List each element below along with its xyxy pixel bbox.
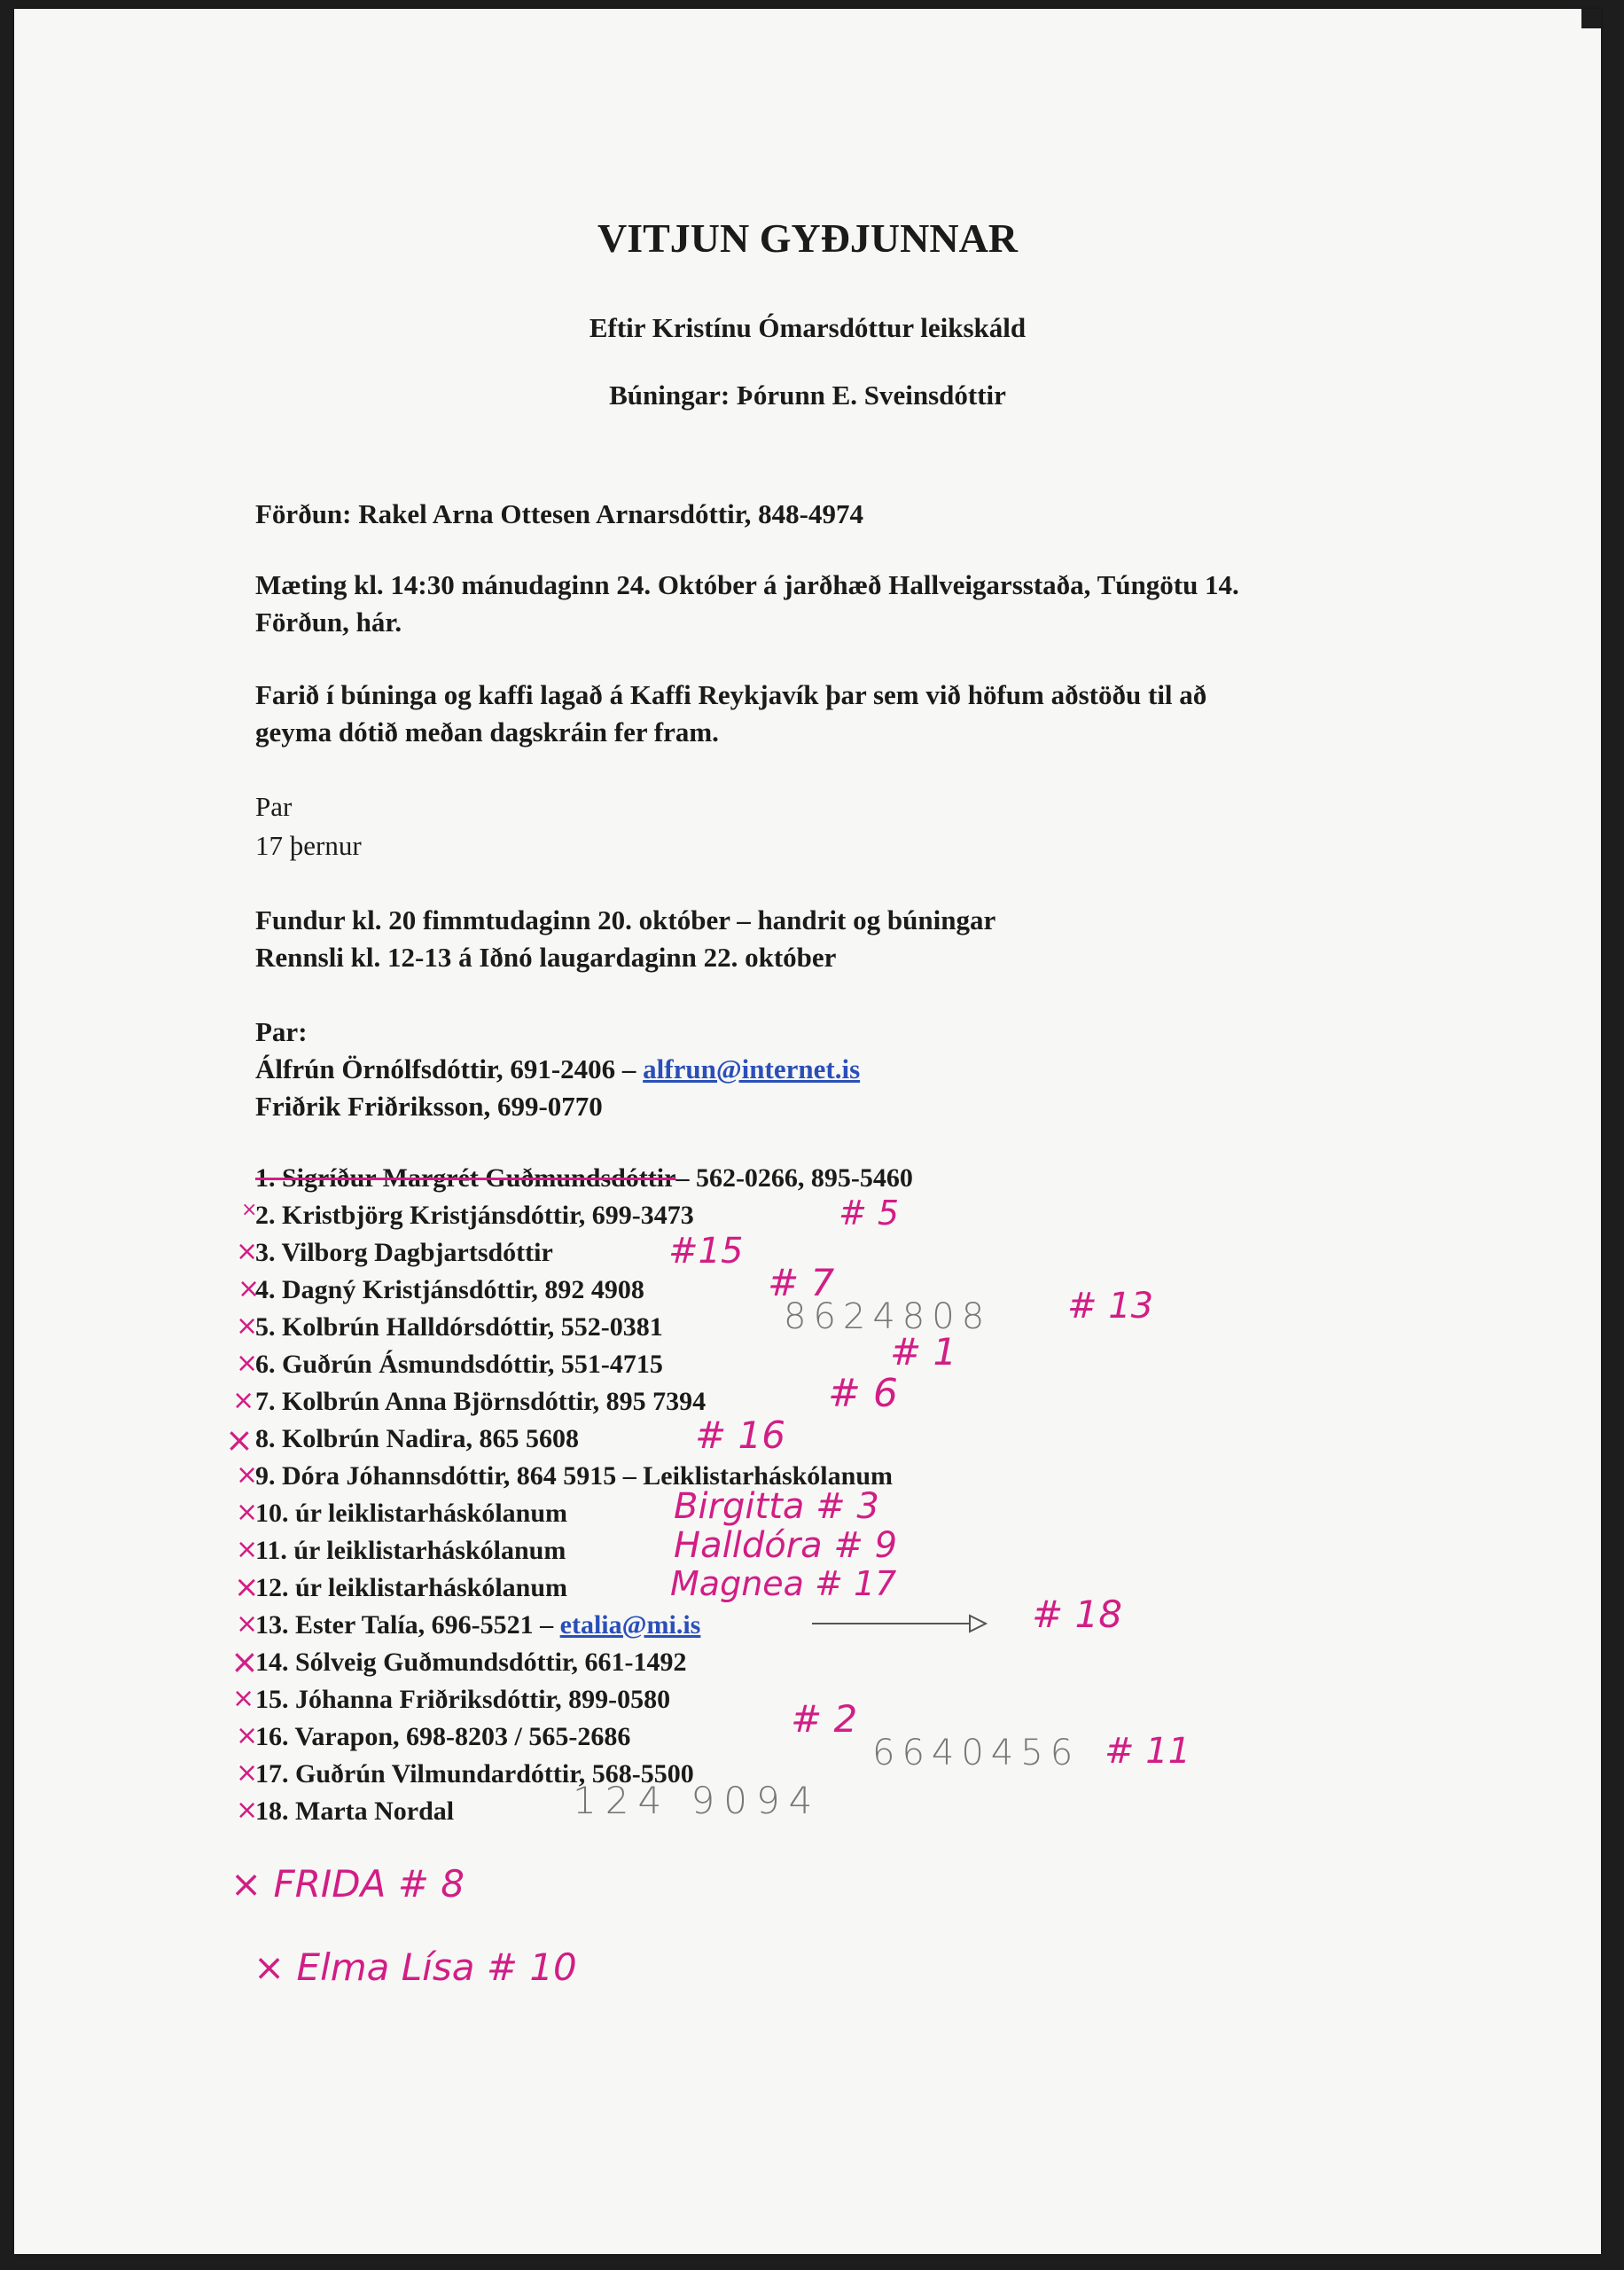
x-mark-8: × (225, 1421, 254, 1460)
list-item-2: 2. Kristbjörg Kristjánsdóttir, 699-3473 (255, 1201, 694, 1230)
note-item-17-pencil: 6640456 (872, 1733, 1081, 1773)
dress-line-2: geyma dótið meðan dagskráin fer fram. (255, 716, 719, 748)
x-mark-4: × (238, 1273, 261, 1304)
x-mark-12: × (234, 1569, 260, 1605)
note-item-10: Birgitta # 3 (674, 1486, 879, 1527)
note-extra-frida: × FRIDA # 8 (230, 1862, 465, 1906)
x-mark-9: × (236, 1460, 259, 1491)
list-item-4: 4. Dagný Kristjánsdóttir, 892 4908 (255, 1275, 644, 1304)
list-item-7: 7. Kolbrún Anna Björnsdóttir, 895 7394 (255, 1387, 707, 1416)
couple-person-1 (255, 1053, 860, 1085)
schedule-line-2: Rennsli kl. 12-13 á Iðnó laugardaginn 22. október (255, 942, 837, 973)
x-mark-5: × (236, 1311, 259, 1342)
note-item-16: # 2 (791, 1697, 858, 1741)
makeup-line: Förðun: Rakel Arna Ottesen Arnarsdóttir, 848-4974 (255, 498, 863, 529)
note-item-2: # 5 (839, 1194, 900, 1233)
note-item-13: # 18 (1032, 1593, 1122, 1636)
dress-line-1: Farið í búninga og kaffi lagað á Kaffi Reykjavík þar sem við höfum aðstöðu til að (255, 679, 1207, 710)
note-item-5: # 13 (1067, 1286, 1154, 1327)
cast-line-2: 17 þernur (255, 830, 362, 861)
list-item-16: 16. Varapon, 698-8203 / 565-2686 (255, 1722, 631, 1751)
x-mark-13: × (236, 1609, 259, 1640)
list-item-1 (255, 1163, 913, 1194)
list-item-11: 11. úr leiklistarháskólanum (255, 1536, 566, 1565)
list-item-12: 12. úr leiklistarháskólanum (255, 1573, 568, 1602)
list-item-3: 3. Vilborg Dagbjartsdóttir (255, 1238, 553, 1267)
note-extra-elma-lisa: × Elma Lísa # 10 (254, 1945, 577, 1989)
x-mark-16: × (236, 1720, 259, 1751)
costumes-line: Búningar: Þórunn E. Sveinsdóttir (609, 380, 1006, 411)
x-mark-10: × (236, 1497, 259, 1528)
list-item-13 (255, 1610, 700, 1640)
list-item-1-struck: 1. Sigríður Margrét Guðmundsdóttir (255, 1163, 676, 1193)
arrow-icon (812, 1610, 989, 1637)
etalia-email-link[interactable]: etalia@mi.is (559, 1610, 701, 1640)
x-mark-2: × (241, 1199, 258, 1221)
x-mark-14: × (230, 1642, 259, 1681)
note-item-12: Magnea # 17 (670, 1564, 897, 1603)
note-item-7: # 6 (828, 1371, 898, 1416)
note-item-11: Halldóra # 9 (674, 1525, 898, 1566)
x-mark-11: × (236, 1534, 259, 1565)
author-line: Eftir Kristínu Ómarsdóttur leikskáld (589, 312, 1027, 343)
page-corner (1581, 9, 1601, 28)
x-mark-18: × (236, 1795, 259, 1826)
meeting-line-2: Förðun, hár. (255, 607, 402, 638)
note-item-8: # 16 (695, 1413, 785, 1457)
note-item-6: # 1 (890, 1330, 957, 1374)
cast-line-1: Par (255, 791, 293, 822)
list-item-13-text: 13. Ester Talía, 696-5521 – (255, 1610, 560, 1640)
alfrun-email-link[interactable]: alfrun@internet.is (643, 1053, 861, 1084)
x-mark-17: × (236, 1757, 259, 1789)
note-item-17: # 11 (1105, 1731, 1191, 1772)
x-mark-7: × (232, 1385, 255, 1416)
list-item-1-rest: – 562-0266, 895-5460 (675, 1163, 913, 1193)
list-item-5: 5. Kolbrún Halldórsdóttir, 552-0381 (255, 1312, 663, 1342)
couple-person-1-text: Álfrún Örnólfsdóttir, 691-2406 – (255, 1053, 644, 1084)
list-item-10: 10. úr leiklistarháskólanum (255, 1499, 568, 1528)
schedule-line-1: Fundur kl. 20 fimmtudaginn 20. október – handrit og búningar (255, 904, 996, 935)
couple-person-2: Friðrik Friðriksson, 699-0770 (255, 1091, 603, 1122)
x-mark-3: × (236, 1236, 259, 1267)
list-item-17: 17. Guðrún Vilmundardóttir, 568-5500 (255, 1759, 694, 1789)
note-item-3: #15 (668, 1231, 744, 1272)
x-mark-6: × (236, 1348, 259, 1379)
note-item-18-pencil: 124 9094 (573, 1779, 822, 1822)
couple-heading: Par: (255, 1016, 308, 1047)
note-item-5-pencil: 8624808 (784, 1296, 992, 1337)
note-item-4: # 7 (768, 1261, 835, 1304)
list-item-15: 15. Jóhanna Friðriksdóttir, 899-0580 (255, 1685, 671, 1714)
x-mark-15: × (232, 1683, 255, 1714)
document-page (14, 9, 1601, 2254)
meeting-line-1: Mæting kl. 14:30 mánudaginn 24. Október á jarðhæð Hallveigarsstaða, Túngötu 14. (255, 569, 1239, 600)
list-item-6: 6. Guðrún Ásmundsdóttir, 551-4715 (255, 1350, 663, 1379)
list-item-8: 8. Kolbrún Nadira, 865 5608 (255, 1424, 580, 1453)
list-item-9: 9. Dóra Jóhannsdóttir, 864 5915 – Leiklistarháskólanum (255, 1461, 894, 1491)
list-item-14: 14. Sólveig Guðmundsdóttir, 661-1492 (255, 1648, 687, 1677)
list-item-18: 18. Marta Nordal (255, 1796, 455, 1826)
document-title: VITJUN GYÐJUNNAR (597, 215, 1019, 261)
